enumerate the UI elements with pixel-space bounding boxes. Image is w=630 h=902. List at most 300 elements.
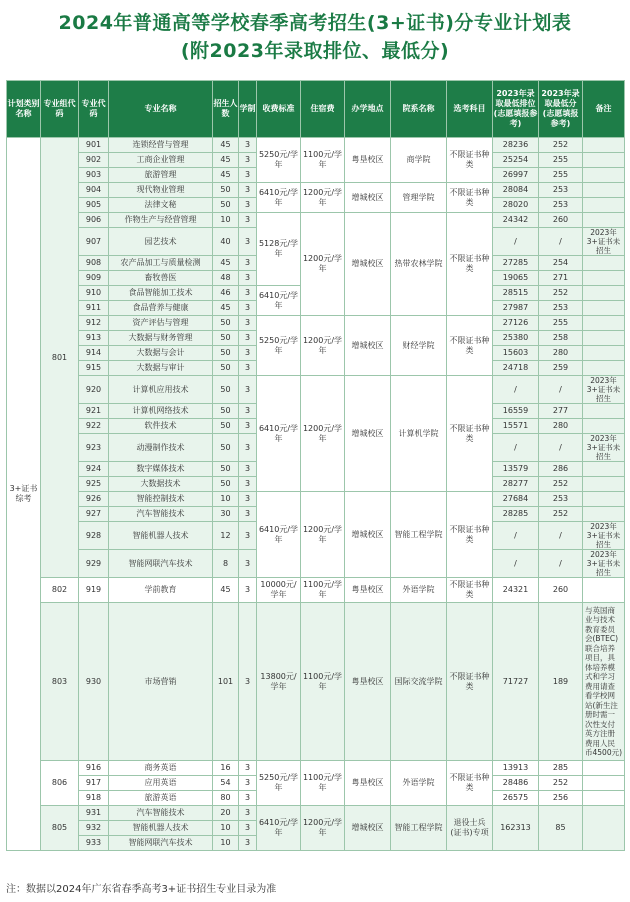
note-cell	[583, 271, 625, 286]
tuition-cell: 6410元/学年	[257, 492, 301, 578]
subject-cell: 不限证书种类	[447, 578, 493, 603]
min-score: 277	[539, 404, 583, 419]
tuition-cell: 6410元/学年	[257, 806, 301, 851]
table-row	[7, 806, 625, 821]
header-cell: 办学地点	[345, 81, 391, 138]
subject-cell: 不限证书种类	[447, 761, 493, 806]
min-score: 252	[539, 507, 583, 522]
header-cell: 选考科目	[447, 81, 493, 138]
campus-cell: 增城校区	[345, 213, 391, 316]
major-code: 917	[79, 776, 109, 791]
min-score: 254	[539, 256, 583, 271]
subject-cell: 不限证书种类	[447, 213, 493, 316]
note-cell	[583, 578, 625, 603]
major-name: 学前教育	[109, 578, 213, 603]
major-code: 919	[79, 578, 109, 603]
major-code: 933	[79, 836, 109, 851]
duration: 3	[239, 578, 257, 603]
duration: 3	[239, 168, 257, 183]
table-row	[7, 603, 625, 761]
major-code: 931	[79, 806, 109, 821]
major-code: 932	[79, 821, 109, 836]
enroll-count: 50	[213, 434, 239, 462]
dorm-fee-cell: 1100元/学年	[301, 138, 345, 183]
enroll-count: 50	[213, 316, 239, 331]
major-code: 930	[79, 603, 109, 761]
major-code: 924	[79, 462, 109, 477]
min-score: /	[539, 376, 583, 404]
dorm-fee-cell: 1200元/学年	[301, 183, 345, 213]
note-cell	[583, 138, 625, 153]
enroll-count: 40	[213, 228, 239, 256]
major-code: 904	[79, 183, 109, 198]
major-name: 现代物业管理	[109, 183, 213, 198]
page-subtitle: (附2023年录取排位、最低分)	[180, 40, 450, 62]
min-rank: 27684	[493, 492, 539, 507]
major-code: 909	[79, 271, 109, 286]
duration: 3	[239, 376, 257, 404]
subject-cell: 退役士兵(证书)专项	[447, 806, 493, 851]
campus-cell: 粤垦校区	[345, 603, 391, 761]
min-score: 253	[539, 492, 583, 507]
duration: 3	[239, 331, 257, 346]
note-cell	[583, 776, 625, 791]
min-score: 286	[539, 462, 583, 477]
min-score: 255	[539, 153, 583, 168]
campus-cell: 增城校区	[345, 316, 391, 376]
tuition-cell: 5250元/学年	[257, 138, 301, 183]
enroll-count: 10	[213, 213, 239, 228]
major-name: 汽车智能技术	[109, 806, 213, 821]
major-name: 汽车智能技术	[109, 507, 213, 522]
campus-cell: 增城校区	[345, 806, 391, 851]
table-row	[7, 213, 625, 228]
major-name: 食品营养与健康	[109, 301, 213, 316]
major-code: 929	[79, 550, 109, 578]
campus-cell: 增城校区	[345, 492, 391, 578]
min-score: 255	[539, 168, 583, 183]
major-code: 910	[79, 286, 109, 301]
group-code-cell: 803	[41, 603, 79, 761]
note-cell	[583, 346, 625, 361]
subject-cell: 不限证书种类	[447, 316, 493, 376]
major-code: 925	[79, 477, 109, 492]
duration: 3	[239, 434, 257, 462]
note-cell	[583, 507, 625, 522]
min-score: 260	[539, 213, 583, 228]
duration: 3	[239, 761, 257, 776]
note-cell	[583, 492, 625, 507]
dorm-fee-cell: 1100元/学年	[301, 761, 345, 806]
min-rank: 27987	[493, 301, 539, 316]
enroll-count: 50	[213, 404, 239, 419]
min-score: 85	[539, 806, 583, 851]
min-score: 253	[539, 301, 583, 316]
header-cell: 院系名称	[391, 81, 447, 138]
duration: 3	[239, 419, 257, 434]
duration: 3	[239, 603, 257, 761]
min-rank: /	[493, 228, 539, 256]
min-score: 260	[539, 578, 583, 603]
major-name: 大数据与审计	[109, 361, 213, 376]
duration: 3	[239, 522, 257, 550]
min-rank: 28084	[493, 183, 539, 198]
min-rank: /	[493, 550, 539, 578]
subject-cell: 不限证书种类	[447, 603, 493, 761]
major-name: 动漫制作技术	[109, 434, 213, 462]
enroll-count: 101	[213, 603, 239, 761]
dept-cell: 外语学院	[391, 578, 447, 603]
duration: 3	[239, 791, 257, 806]
note-cell	[583, 153, 625, 168]
enroll-count: 46	[213, 286, 239, 301]
min-rank: 28236	[493, 138, 539, 153]
min-score: 271	[539, 271, 583, 286]
duration: 3	[239, 507, 257, 522]
major-name: 园艺技术	[109, 228, 213, 256]
group-code-cell: 806	[41, 761, 79, 806]
enroll-count: 12	[213, 522, 239, 550]
duration: 3	[239, 806, 257, 821]
major-code: 920	[79, 376, 109, 404]
min-rank: 27285	[493, 256, 539, 271]
enroll-count: 50	[213, 361, 239, 376]
min-rank: 28285	[493, 507, 539, 522]
dept-cell: 商学院	[391, 138, 447, 183]
major-name: 大数据与会计	[109, 346, 213, 361]
note-cell	[583, 419, 625, 434]
campus-cell: 增城校区	[345, 183, 391, 213]
duration: 3	[239, 301, 257, 316]
header-cell: 住宿费	[301, 81, 345, 138]
major-name: 智能机器人技术	[109, 821, 213, 836]
major-name: 食品智能加工技术	[109, 286, 213, 301]
header-cell: 备注	[583, 81, 625, 138]
major-code: 903	[79, 168, 109, 183]
min-score: 253	[539, 183, 583, 198]
note-cell	[583, 806, 625, 851]
note-cell	[583, 168, 625, 183]
page-title: 2024年普通高等学校春季高考招生(3+证书)分专业计划表	[58, 12, 572, 34]
enroll-count: 16	[213, 761, 239, 776]
enroll-count: 50	[213, 198, 239, 213]
note-cell: 2023年3+证书未招生	[583, 434, 625, 462]
header-cell: 计划类别名称	[7, 81, 41, 138]
major-name: 智能控制技术	[109, 492, 213, 507]
dept-cell: 智能工程学院	[391, 492, 447, 578]
enroll-count: 45	[213, 301, 239, 316]
note-cell	[583, 761, 625, 776]
enroll-count: 50	[213, 477, 239, 492]
enroll-count: 45	[213, 256, 239, 271]
duration: 3	[239, 198, 257, 213]
min-score: 252	[539, 477, 583, 492]
header-cell: 招生人数	[213, 81, 239, 138]
enroll-count: 50	[213, 331, 239, 346]
min-score: 285	[539, 761, 583, 776]
enroll-count: 50	[213, 462, 239, 477]
duration: 3	[239, 776, 257, 791]
campus-cell: 增城校区	[345, 376, 391, 492]
campus-cell: 粤垦校区	[345, 138, 391, 183]
note-cell	[583, 213, 625, 228]
table-row	[7, 761, 625, 776]
min-score: 258	[539, 331, 583, 346]
major-name: 工商企业管理	[109, 153, 213, 168]
note-cell	[583, 791, 625, 806]
enroll-count: 10	[213, 492, 239, 507]
major-name: 农产品加工与质量检测	[109, 256, 213, 271]
major-code: 906	[79, 213, 109, 228]
min-score: 255	[539, 316, 583, 331]
major-code: 916	[79, 761, 109, 776]
note-cell: 2023年3+证书未招生	[583, 522, 625, 550]
note-cell	[583, 286, 625, 301]
tuition-cell: 13800元/学年	[257, 603, 301, 761]
note-cell: 与英国商业与技术教育委员会(BTEC)联合培养项目，具体培养模式和学习费用请查看学校网站(新生注册时需一次性支付英方注册费用人民币4500元)	[583, 603, 625, 761]
dept-cell: 计算机学院	[391, 376, 447, 492]
min-rank: 28515	[493, 286, 539, 301]
note-cell	[583, 477, 625, 492]
header-cell: 专业代码	[79, 81, 109, 138]
major-code: 926	[79, 492, 109, 507]
tuition-cell: 6410元/学年	[257, 376, 301, 492]
min-rank: 24321	[493, 578, 539, 603]
duration: 3	[239, 404, 257, 419]
campus-cell: 粤垦校区	[345, 578, 391, 603]
min-score: 280	[539, 346, 583, 361]
group-code-cell: 805	[41, 806, 79, 851]
major-name: 应用英语	[109, 776, 213, 791]
enroll-count: 45	[213, 578, 239, 603]
tuition-cell: 6410元/学年	[257, 286, 301, 316]
enrollment-plan-table	[6, 80, 625, 851]
note-cell	[583, 331, 625, 346]
header-cell: 收费标准	[257, 81, 301, 138]
min-score: 252	[539, 286, 583, 301]
dept-cell: 智能工程学院	[391, 806, 447, 851]
major-code: 915	[79, 361, 109, 376]
duration: 3	[239, 271, 257, 286]
dorm-fee-cell: 1200元/学年	[301, 806, 345, 851]
tuition-cell: 5128元/学年	[257, 213, 301, 286]
min-rank: 16559	[493, 404, 539, 419]
duration: 3	[239, 286, 257, 301]
duration: 3	[239, 836, 257, 851]
major-name: 软件技术	[109, 419, 213, 434]
major-name: 大数据与财务管理	[109, 331, 213, 346]
min-rank: 19065	[493, 271, 539, 286]
min-rank: 26575	[493, 791, 539, 806]
duration: 3	[239, 346, 257, 361]
duration: 3	[239, 492, 257, 507]
dorm-fee-cell: 1200元/学年	[301, 376, 345, 492]
major-name: 连锁经营与管理	[109, 138, 213, 153]
subject-cell: 不限证书种类	[447, 492, 493, 578]
min-score: /	[539, 434, 583, 462]
note-cell: 2023年3+证书未招生	[583, 550, 625, 578]
subject-cell: 不限证书种类	[447, 376, 493, 492]
min-score: 252	[539, 776, 583, 791]
major-code: 908	[79, 256, 109, 271]
min-rank: 15603	[493, 346, 539, 361]
enroll-count: 30	[213, 507, 239, 522]
min-rank: 28020	[493, 198, 539, 213]
note-cell: 2023年3+证书未招生	[583, 228, 625, 256]
plan-category-cell: 3+证书综考	[7, 138, 41, 851]
subject-cell: 不限证书种类	[447, 138, 493, 183]
major-code: 913	[79, 331, 109, 346]
note-cell	[583, 404, 625, 419]
min-rank: 25254	[493, 153, 539, 168]
major-name: 计算机应用技术	[109, 376, 213, 404]
min-score: /	[539, 228, 583, 256]
major-code: 912	[79, 316, 109, 331]
tuition-cell: 5250元/学年	[257, 316, 301, 376]
min-rank: 13913	[493, 761, 539, 776]
enroll-count: 50	[213, 183, 239, 198]
enroll-count: 50	[213, 376, 239, 404]
header-cell: 2023年录取最低排位(志愿填报参考)	[493, 81, 539, 138]
duration: 3	[239, 462, 257, 477]
table-row	[7, 183, 625, 198]
enroll-count: 45	[213, 138, 239, 153]
min-rank: 28486	[493, 776, 539, 791]
major-name: 智能机器人技术	[109, 522, 213, 550]
duration: 3	[239, 256, 257, 271]
major-code: 927	[79, 507, 109, 522]
header-cell: 专业组代码	[41, 81, 79, 138]
min-rank: 162313	[493, 806, 539, 851]
enroll-count: 50	[213, 346, 239, 361]
major-name: 市场营销	[109, 603, 213, 761]
min-rank: 26997	[493, 168, 539, 183]
min-score: /	[539, 522, 583, 550]
major-code: 922	[79, 419, 109, 434]
major-name: 商务英语	[109, 761, 213, 776]
duration: 3	[239, 361, 257, 376]
major-code: 907	[79, 228, 109, 256]
min-rank: 27126	[493, 316, 539, 331]
enroll-count: 50	[213, 419, 239, 434]
enroll-count: 45	[213, 168, 239, 183]
note-cell	[583, 361, 625, 376]
note-cell	[583, 462, 625, 477]
note-cell: 2023年3+证书未招生	[583, 376, 625, 404]
min-rank: 15571	[493, 419, 539, 434]
min-score: 259	[539, 361, 583, 376]
tuition-cell: 10000元/学年	[257, 578, 301, 603]
enroll-count: 8	[213, 550, 239, 578]
group-code-cell: 802	[41, 578, 79, 603]
major-code: 928	[79, 522, 109, 550]
major-name: 智能网联汽车技术	[109, 836, 213, 851]
enroll-count: 45	[213, 153, 239, 168]
dept-cell: 热带农林学院	[391, 213, 447, 316]
enroll-count: 10	[213, 836, 239, 851]
duration: 3	[239, 550, 257, 578]
note-cell	[583, 256, 625, 271]
min-rank: 24342	[493, 213, 539, 228]
dept-cell: 国际交流学院	[391, 603, 447, 761]
tuition-cell: 6410元/学年	[257, 183, 301, 213]
major-name: 旅游英语	[109, 791, 213, 806]
major-name: 大数据技术	[109, 477, 213, 492]
table-row	[7, 578, 625, 603]
min-rank: 13579	[493, 462, 539, 477]
min-rank: 24718	[493, 361, 539, 376]
min-score: /	[539, 550, 583, 578]
enroll-count: 54	[213, 776, 239, 791]
duration: 3	[239, 477, 257, 492]
dorm-fee-cell: 1200元/学年	[301, 492, 345, 578]
min-rank: 25380	[493, 331, 539, 346]
duration: 3	[239, 316, 257, 331]
note-cell	[583, 198, 625, 213]
major-name: 畜牧兽医	[109, 271, 213, 286]
dorm-fee-cell: 1100元/学年	[301, 603, 345, 761]
min-score: 252	[539, 138, 583, 153]
dorm-fee-cell: 1100元/学年	[301, 578, 345, 603]
table-row	[7, 316, 625, 331]
tuition-cell: 5250元/学年	[257, 761, 301, 806]
dept-cell: 财经学院	[391, 316, 447, 376]
min-rank: /	[493, 434, 539, 462]
header-cell: 专业名称	[109, 81, 213, 138]
min-rank: 71727	[493, 603, 539, 761]
footer-note: 注：数据以2024年广东省春季高考3+证书招生专业目录为准	[6, 884, 277, 895]
major-code: 911	[79, 301, 109, 316]
duration: 3	[239, 138, 257, 153]
header-cell: 学制	[239, 81, 257, 138]
min-score: 189	[539, 603, 583, 761]
major-name: 计算机网络技术	[109, 404, 213, 419]
note-cell	[583, 316, 625, 331]
dept-cell: 外语学院	[391, 761, 447, 806]
table-header-row	[7, 81, 625, 138]
duration: 3	[239, 153, 257, 168]
major-code: 914	[79, 346, 109, 361]
duration: 3	[239, 213, 257, 228]
min-rank: /	[493, 522, 539, 550]
dorm-fee-cell: 1200元/学年	[301, 213, 345, 316]
duration: 3	[239, 183, 257, 198]
dept-cell: 管理学院	[391, 183, 447, 213]
min-score: 280	[539, 419, 583, 434]
duration: 3	[239, 228, 257, 256]
major-name: 智能网联汽车技术	[109, 550, 213, 578]
enroll-count: 10	[213, 821, 239, 836]
table-row	[7, 138, 625, 153]
major-code: 905	[79, 198, 109, 213]
note-cell	[583, 301, 625, 316]
min-score: 253	[539, 198, 583, 213]
major-name: 数字媒体技术	[109, 462, 213, 477]
major-code: 923	[79, 434, 109, 462]
major-code: 918	[79, 791, 109, 806]
min-rank: /	[493, 376, 539, 404]
min-score: 256	[539, 791, 583, 806]
major-name: 法律文秘	[109, 198, 213, 213]
enroll-count: 20	[213, 806, 239, 821]
table-row	[7, 376, 625, 404]
note-cell	[583, 183, 625, 198]
major-code: 901	[79, 138, 109, 153]
enroll-count: 48	[213, 271, 239, 286]
min-rank: 28277	[493, 477, 539, 492]
major-code: 921	[79, 404, 109, 419]
major-code: 902	[79, 153, 109, 168]
